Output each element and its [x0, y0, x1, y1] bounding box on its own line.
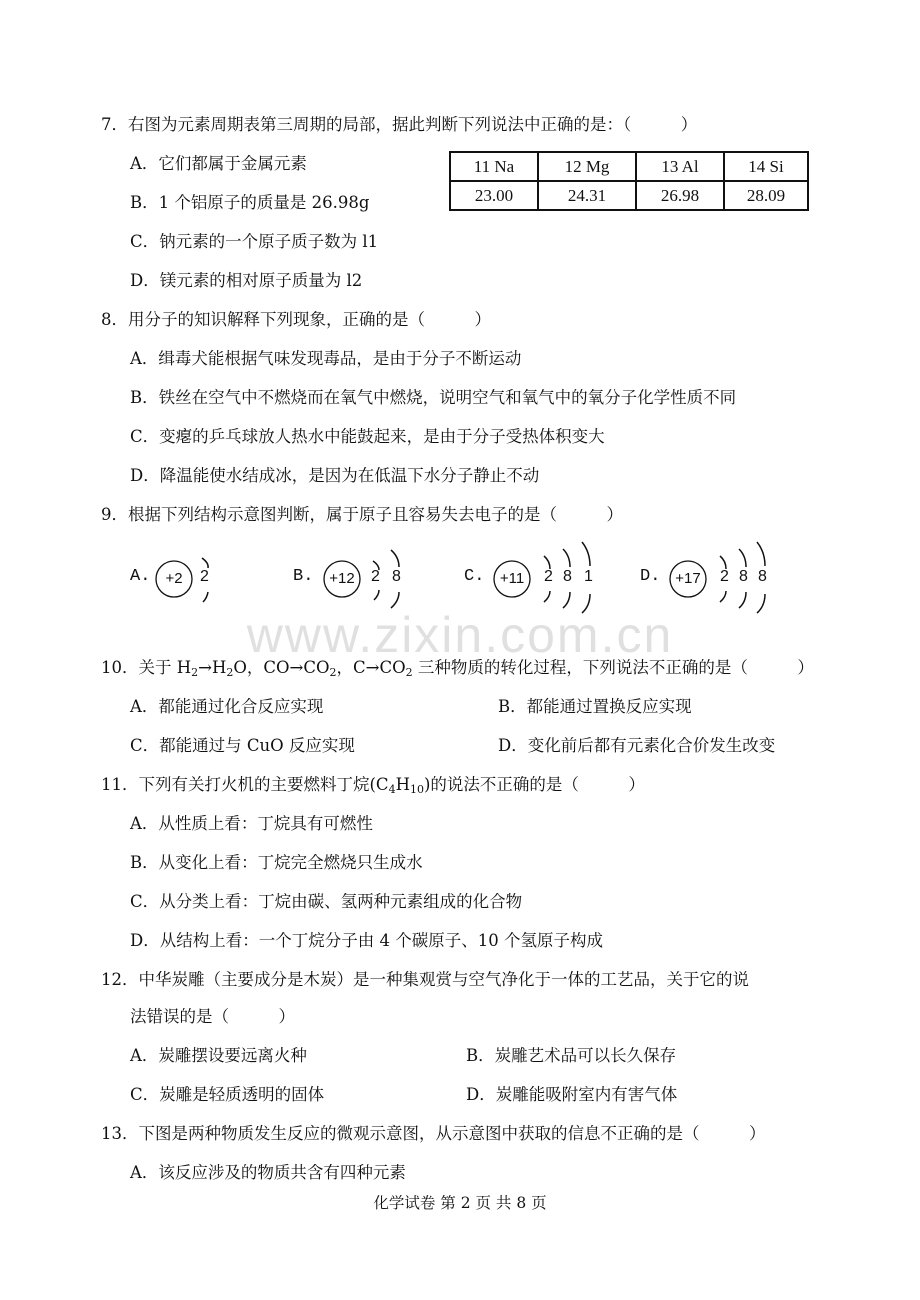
page-footer: 化学试卷 第 2 页 共 8 页 [373, 1194, 547, 1212]
shell-3-electrons-d: 8 [758, 568, 767, 585]
shell-1-electrons-d: 2 [720, 568, 729, 585]
question-10-stem: 10．关于 $H_2\to H_2O$，$CO\to CO_2$，$C\to CO_2$ 三种物质的转化过程，下列说法不正确的是（ ） [101, 658, 814, 679]
question-7-stem: 7．右图为元素周期表第三周期的局部，据此判断下列说法中正确的是：（ ） [101, 115, 698, 134]
question-7-option-c: C．钠元素的一个原子质子数为 l1 [130, 232, 379, 251]
question-12-option-b: B．炭雕艺术品可以长久保存 [466, 1046, 677, 1065]
question-11-option-b: B．从变化上看：丁烷完全燃烧只生成水 [130, 853, 423, 872]
question-7-option-d: D．镁元素的相对原子质量为 l2 [130, 271, 363, 290]
question-8-option-d: D．降温能使水结成冰，是因为在低温下水分子静止不动 [130, 466, 540, 485]
question-10-option-c: C．都能通过与 CuO 反应实现 [130, 736, 355, 755]
mass-si: 28.09 [724, 181, 808, 210]
atom-label-b: B. [293, 567, 314, 586]
periodic-table-excerpt [449, 151, 809, 211]
question-12-stem-line-2: 法错误的是（ ） [130, 1007, 295, 1026]
question-8-option-b: B．铁丝在空气中不燃烧而在氧气中燃烧，说明空气和氧气中的氧分子化学性质不同 [130, 388, 737, 407]
element-al: 13 Al [636, 152, 724, 181]
question-11-option-d: D．从结构上看：一个丁烷分子由 4 个碳原子、10 个氢原子构成 [130, 931, 603, 950]
question-10-option-d: D．变化前后都有元素化合价发生改变 [498, 736, 776, 755]
question-7-option-a: A．它们都属于金属元素 [130, 154, 307, 173]
nucleus-charge-d: +17 [675, 570, 701, 587]
nucleus-charge-b: +12 [329, 570, 355, 587]
element-si: 14 Si [724, 152, 808, 181]
question-11-stem: 11．下列有关打火机的主要燃料丁烷$(C_4H_{10})$的说法不正确的是（ ） [101, 775, 645, 796]
shell-1-electrons-a: 2 [200, 568, 209, 585]
question-9-stem: 9．根据下列结构示意图判断，属于原子且容易失去电子的是（ ） [101, 505, 623, 524]
atom-label-d: D. [640, 567, 661, 586]
mass-mg: 24.31 [538, 181, 636, 210]
mass-na: 23.00 [450, 181, 538, 210]
question-10-option-a: A．都能通过化合反应实现 [130, 697, 324, 716]
mass-al: 26.98 [636, 181, 724, 210]
atom-diagram-a [130, 544, 290, 612]
question-7-option-b: B．1 个铝原子的质量是 26.98g [130, 193, 370, 212]
question-13-stem: 13．下图是两种物质发生反应的微观示意图，从示意图中获取的信息不正确的是（ ） [101, 1124, 766, 1143]
atom-diagram-d [640, 544, 800, 612]
atom-diagram-c [464, 544, 624, 612]
question-10-option-b: B．都能通过置换反应实现 [498, 697, 692, 716]
question-8-stem: 8．用分子的知识解释下列现象，正确的是（ ） [101, 310, 491, 329]
shell-3-electrons-c: 1 [584, 568, 593, 585]
question-8-option-c: C．变瘪的乒乓球放人热水中能鼓起来，是由于分子受热体积变大 [130, 427, 605, 446]
question-11-option-a: A．从性质上看：丁烷具有可燃性 [130, 814, 373, 833]
atom-label-c: C. [464, 567, 485, 586]
atom-label-a: A. [130, 567, 151, 586]
shell-2-electrons-d: 8 [739, 568, 748, 585]
question-12-option-d: D．炭雕能吸附室内有害气体 [466, 1085, 678, 1104]
watermark: www.zixin.com.cn [246, 607, 674, 663]
shell-2-electrons-b: 8 [392, 568, 401, 585]
question-11-option-c: C．从分类上看：丁烷由碳、氢两种元素组成的化合物 [130, 892, 523, 911]
question-12-option-c: C．炭雕是轻质透明的固体 [130, 1085, 325, 1104]
shell-2-electrons-c: 8 [563, 568, 572, 585]
atom-diagram-b [293, 544, 453, 612]
question-13-option-a: A．该反应涉及的物质共含有四种元素 [130, 1163, 406, 1182]
question-12-stem-line-1: 12．中华炭雕（主要成分是木炭）是一种集观赏与空气净化于一体的工艺品，关于它的说 [101, 970, 749, 989]
atom-shells-a [130, 544, 290, 612]
question-8-option-a: A．缉毒犬能根据气味发现毒品，是由于分子不断运动 [130, 349, 522, 368]
shell-1-electrons-b: 2 [371, 568, 380, 585]
element-na: 11 Na [450, 152, 538, 181]
shell-1-electrons-c: 2 [544, 568, 553, 585]
nucleus-charge-c: +11 [499, 570, 525, 587]
nucleus-charge-a: +2 [165, 570, 183, 587]
element-mg: 12 Mg [538, 152, 636, 181]
question-12-option-a: A．炭雕摆设要远离火种 [130, 1046, 307, 1065]
